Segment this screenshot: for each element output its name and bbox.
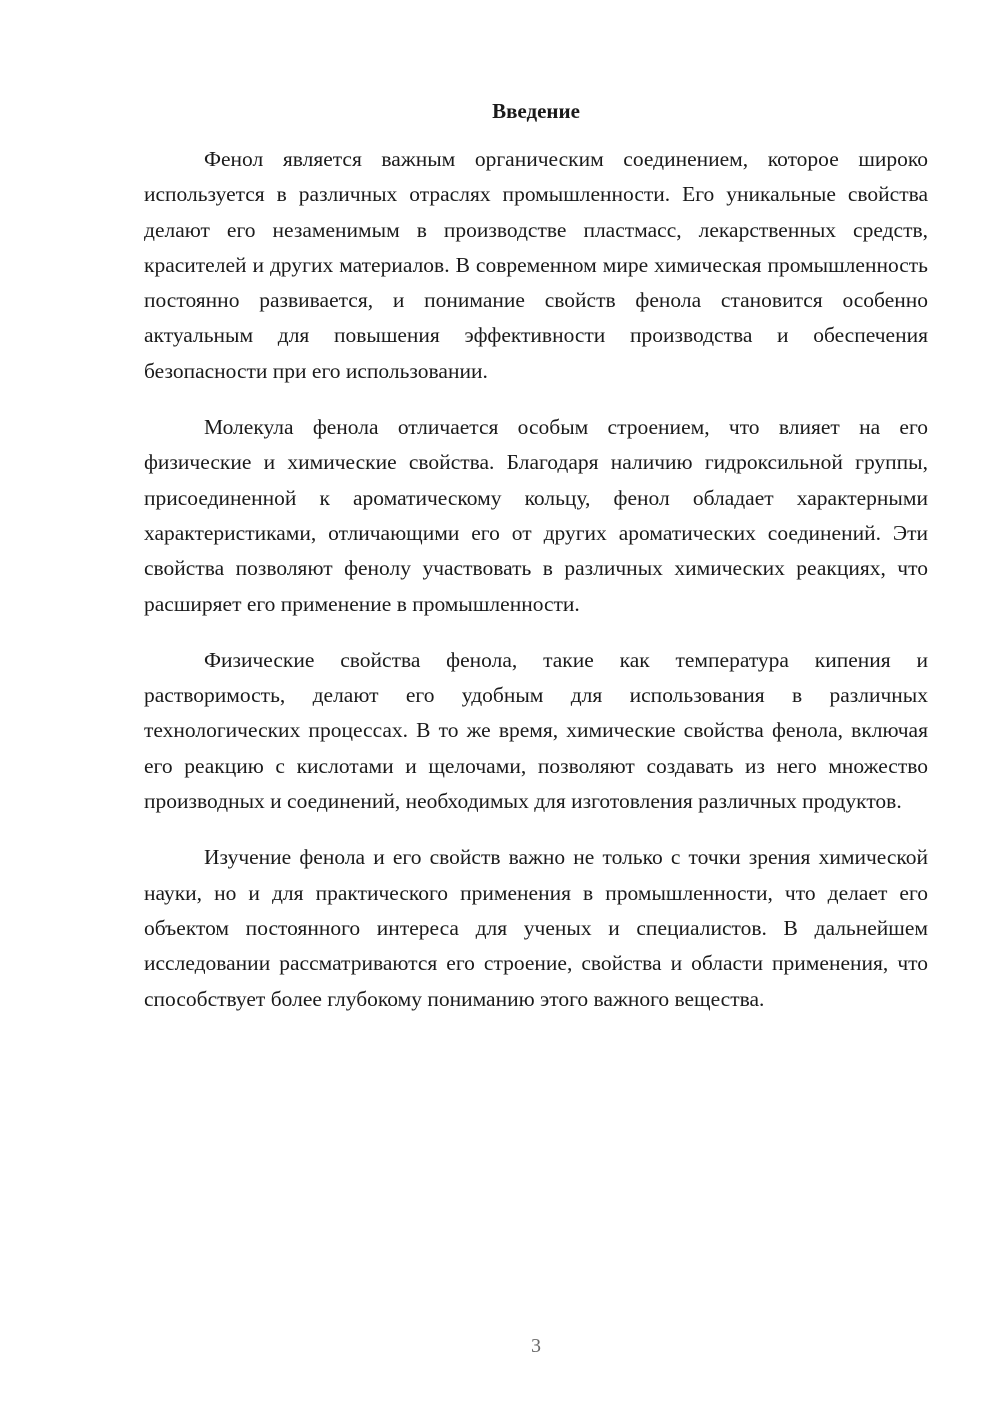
paragraph-4: Изучение фенола и его свойств важно не только с точки зрения химической науки, но и для практического применения в промышленности, что делает его объектом постоянного интереса для ученых и специалистов. В дальнейшем исследовании рассматриваются его строение, свойства и области применения, что способствует более глубокому пониманию этого важного вещества. [144, 845, 928, 1011]
paragraph-3: Физические свойства фенола, такие как температура кипения и растворимость, делают его удобным для использования в различных технологических процессах. В то же время, химические свойства фенола, включая его реакцию с кислотами и щелочами, позволяют создавать из него множество производных и соединений, необходимых для изготовления различных продуктов. [144, 647, 928, 814]
paragraph-2: Молекула фенола отличается особым строением, что влияет на его физические и химические свойства. Благодаря наличию гидроксильной группы, присоединенной к ароматическому кольцу, фенол обладает характерными характеристиками, отличающими его от других ароматических соединений. Эти свойства позволяют фенолу участвовать в различных химических реакциях, что расширяет его применение в промышленности. [144, 415, 928, 616]
body-text [144, 142, 928, 1038]
paragraph-1: Фенол является важным органическим соединением, которое широко используется в различных отраслях промышленности. Его уникальные свойства делают его незаменимым в производстве пластмасс, лекарственных средств, красителей и других материалов. В современном мире химическая промышленность постоянно развивается, и понимание свойств фенола становится особенно актуальным для повышения эффективности производства и обеспечения безопасности при его использовании. [144, 147, 928, 383]
page-number: 3 [531, 1335, 541, 1357]
section-heading: Введение [492, 99, 580, 123]
